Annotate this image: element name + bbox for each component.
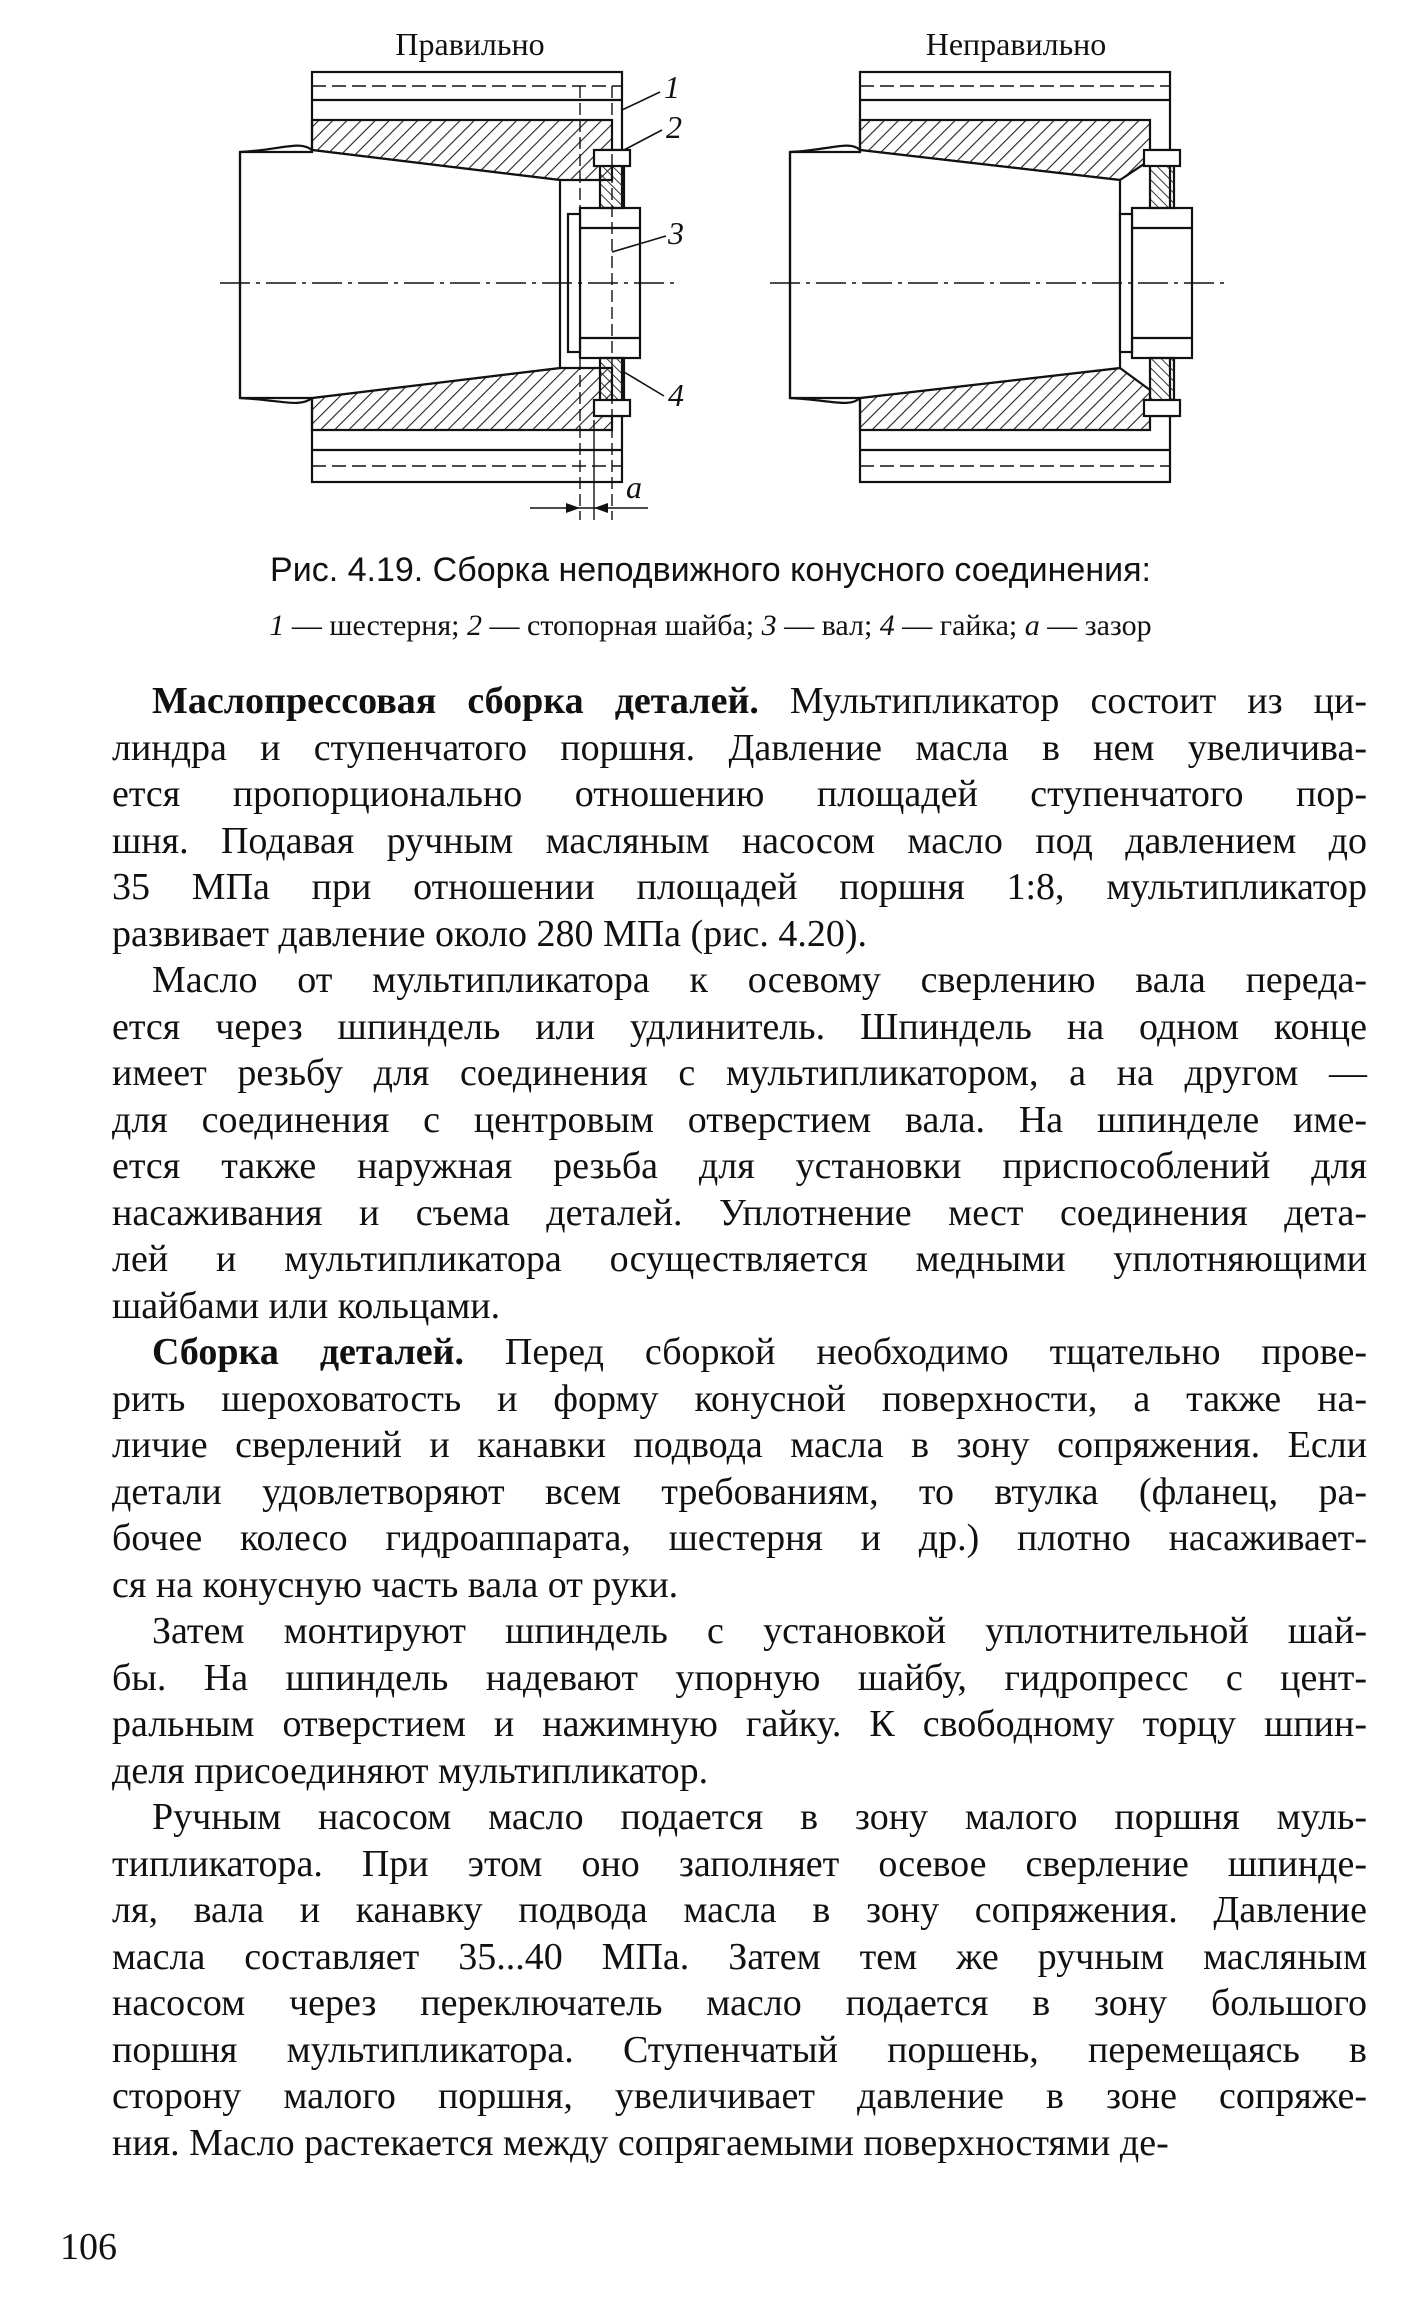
text-line xyxy=(112,725,1367,772)
legend-item-3: 3 — вал; xyxy=(761,609,880,642)
text-line xyxy=(112,1748,1367,1795)
text-line xyxy=(112,2120,1367,2167)
figure-caption-title: Рис. 4.19. Сборка неподвижного конусного соединения: xyxy=(270,551,1151,589)
paragraph-heading: Сборка деталей. xyxy=(152,1331,464,1373)
text-line xyxy=(112,1934,1367,1981)
line-text: развивает давление около 280 МПа (рис. 4.20). xyxy=(112,912,868,955)
line-text: ся на конусную часть вала от руки. xyxy=(112,1563,679,1606)
text-line xyxy=(112,2027,1367,2074)
text-line xyxy=(112,678,1367,725)
line-text: линдра и ступенчатого поршня. Давление масла в нем увеличива- xyxy=(112,726,1367,769)
text-line xyxy=(112,1794,1367,1841)
line-text: поршня мультипликатора. Ступенчатый поршень, перемещаясь в xyxy=(112,2028,1367,2071)
callout-a: a xyxy=(626,469,642,505)
legend-item-a: a — зазор xyxy=(1024,609,1152,642)
page-number: 106 xyxy=(60,2226,117,2268)
line-text: насаживания и съема деталей. Уплотнение мест соединения дета- xyxy=(112,1191,1367,1234)
label-correct: Правильно xyxy=(395,26,545,62)
line-text: шня. Подавая ручным масляным насосом масло под давлением до xyxy=(112,819,1367,862)
text-line xyxy=(112,1004,1367,1051)
line-text: имеет резьбу для соединения с мультипликатором, а на другом — xyxy=(112,1052,1367,1094)
text-line xyxy=(112,1608,1367,1655)
text-line xyxy=(112,771,1367,818)
line-text: Перед сборкой необходимо тщательно прове- xyxy=(463,1331,1367,1373)
line-text: ля, вала и канавку подвода масла в зону сопряжения. Давление xyxy=(112,1889,1367,1931)
text-line xyxy=(112,957,1367,1004)
text-line xyxy=(112,1562,1367,1609)
text-line xyxy=(112,1283,1367,1330)
text-line xyxy=(112,1887,1367,1934)
line-text: для соединения с центровым отверстием вала. На шпинделе име- xyxy=(112,1098,1367,1141)
line-text: насосом через переключатель масло подается в зону большого xyxy=(112,1982,1367,2024)
line-text: ется через шпиндель или удлинитель. Шпиндель на одном конце xyxy=(112,1005,1367,1048)
text-line xyxy=(112,1469,1367,1516)
figure-4-19 xyxy=(0,0,1421,580)
body-text xyxy=(112,678,1367,2166)
line-text: Ручным насосом масло подается в зону малого поршня муль- xyxy=(152,1796,1367,1838)
line-text: Масло от мультипликатора к осевому сверлению вала переда- xyxy=(152,959,1367,1001)
callout-1: 1 xyxy=(664,69,680,105)
text-line xyxy=(112,1980,1367,2027)
line-text: 35 МПа при отношении площадей поршня 1:8, мультипликатор xyxy=(112,866,1367,908)
text-line xyxy=(112,1655,1367,1702)
line-text: шайбами или кольцами. xyxy=(112,1284,501,1327)
legend-item-4: 4 — гайка; xyxy=(879,609,1025,642)
line-text: ния. Масло растекается между сопрягаемыми поверхностями де- xyxy=(112,2121,1169,2164)
callout-2: 2 xyxy=(666,109,682,145)
legend-item-1: 1 — шестерня; xyxy=(269,609,467,642)
incorrect-assembly-drawing xyxy=(770,72,1230,482)
line-text: сторону малого поршня, увеличивает давление в зоне сопряже- xyxy=(112,2075,1367,2117)
text-line xyxy=(112,1190,1367,1237)
line-text: ральным отверстием и нажимную гайку. К свободному торцу шпин- xyxy=(112,1703,1367,1745)
text-line xyxy=(112,1515,1367,1562)
text-line xyxy=(112,911,1367,958)
line-text: Мультипликатор состоит из ци- xyxy=(758,680,1367,722)
text-line xyxy=(112,1329,1367,1376)
assembly-drawing xyxy=(0,0,1421,540)
correct-assembly-drawing xyxy=(220,69,680,520)
line-text: деля присоединяют мультипликатор. xyxy=(112,1749,709,1792)
callout-3: 3 xyxy=(668,215,684,251)
line-text: бы. На шпиндель надевают упорную шайбу, гидропресс с цент- xyxy=(112,1656,1367,1699)
text-line xyxy=(112,1376,1367,1423)
text-line xyxy=(112,2073,1367,2120)
text-line xyxy=(112,1236,1367,1283)
line-text: ется также наружная резьба для установки приспособлений для xyxy=(112,1145,1367,1187)
legend-item-2: 2 — стопорная шайба; xyxy=(467,609,762,642)
text-line xyxy=(112,864,1367,911)
line-text: бочее колесо гидроаппарата, шестерня и др.) плотно насаживает- xyxy=(112,1517,1367,1559)
text-line xyxy=(112,1097,1367,1144)
callout-4: 4 xyxy=(668,377,684,413)
text-line xyxy=(112,1841,1367,1888)
paragraph-heading: Маслопрессовая сборка деталей. xyxy=(152,680,759,722)
text-line xyxy=(112,1701,1367,1748)
figure-caption-legend xyxy=(0,608,1421,644)
line-text: рить шероховатость и форму конусной поверхности, а также на- xyxy=(112,1377,1367,1420)
label-incorrect: Неправильно xyxy=(925,26,1107,62)
line-text: детали удовлетворяют всем требованиям, то втулка (фланец, ра- xyxy=(112,1470,1367,1513)
text-line xyxy=(112,1143,1367,1190)
line-text: масла составляет 35...40 МПа. Затем тем же ручным масляным xyxy=(112,1935,1367,1978)
text-line xyxy=(112,818,1367,865)
line-text: типликатора. При этом оно заполняет осевое сверление шпинде- xyxy=(112,1842,1367,1885)
line-text: Затем монтируют шпиндель с установкой уплотнительной шай- xyxy=(152,1610,1367,1652)
line-text: ется пропорционально отношению площадей ступенчатого пор- xyxy=(112,773,1367,815)
line-text: личие сверлений и канавки подвода масла в зону сопряжения. Если xyxy=(112,1424,1367,1466)
text-line xyxy=(112,1422,1367,1469)
line-text: лей и мультипликатора осуществляется медными уплотняющими xyxy=(112,1238,1367,1280)
text-line xyxy=(112,1050,1367,1097)
